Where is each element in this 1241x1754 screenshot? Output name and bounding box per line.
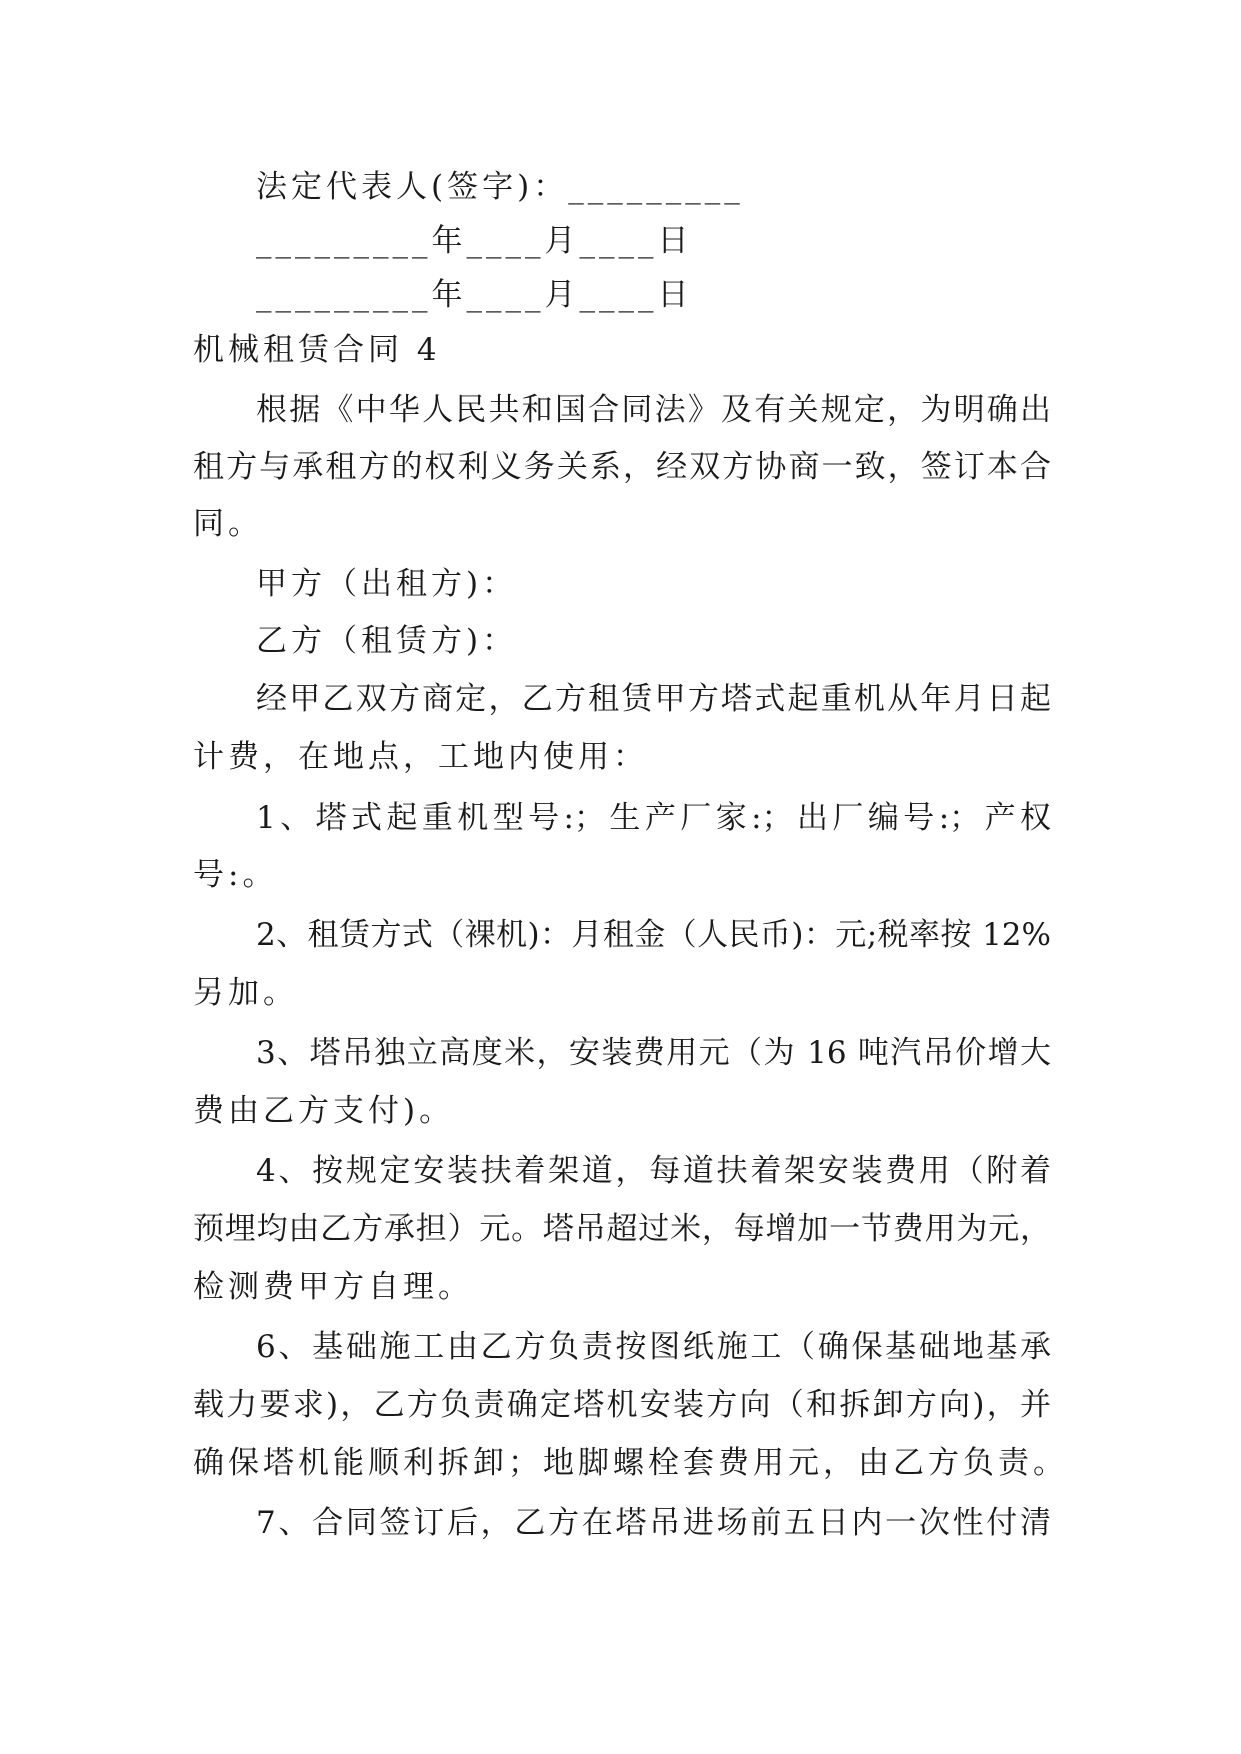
paragraph-line: 经甲乙双方商定，乙方租赁甲方塔式起重机从年月日起 [256, 681, 1051, 717]
clause-line: 载力要求)，乙方负责确定塔机安装方向（和拆卸方向)，并 [193, 1387, 1051, 1423]
section-heading: 机械租赁合同 4 [193, 332, 441, 368]
clause-line: 3、塔吊独立高度米，安装费用元（为 16 吨汽吊价增大 [256, 1035, 1051, 1071]
paragraph-line: 计费，在地点，工地内使用： [193, 739, 648, 775]
clause-line: 预埋均由乙方承担）元。塔吊超过米，每增加一节费用为元， [193, 1211, 1051, 1247]
clause-line: 6、基础施工由乙方负责按图纸施工（确保基础地基承 [256, 1329, 1051, 1365]
legal-representative-signature-line: 法定代表人(签字)：_________ [256, 169, 744, 205]
clause-line: 1、塔式起重机型号:；生产厂家:；出厂编号:；产权 [256, 800, 1051, 836]
clause-line: 检测费甲方自理。 [193, 1269, 473, 1305]
date-line: _________年____月____日 [256, 277, 693, 313]
clause-line: 7、合同签订后，乙方在塔吊进场前五日内一次性付清 [256, 1505, 1051, 1541]
clause-line: 2、租赁方式（裸机)：月租金（人民币)：元;税率按 12% [256, 917, 1051, 953]
clause-line: 确保塔机能顺利拆卸；地脚螺栓套费用元，由乙方负责。 [193, 1445, 1068, 1481]
party-a-label: 甲方（出租方)： [256, 566, 518, 602]
clause-line: 号:。 [193, 857, 278, 893]
clause-line: 费由乙方支付)。 [193, 1093, 455, 1129]
clause-line: 另加。 [193, 975, 298, 1011]
clause-line: 4、按规定安装扶着架道，每道扶着架安装费用（附着 [256, 1153, 1051, 1189]
paragraph-line: 同。 [193, 506, 263, 542]
paragraph-line: 租方与承租方的权利义务关系，经双方协商一致，签订本合 [193, 449, 1051, 485]
date-line: _________年____月____日 [256, 223, 693, 259]
party-b-label: 乙方（租赁方)： [256, 623, 518, 659]
paragraph-line: 根据《中华人民共和国合同法》及有关规定，为明确出 [256, 392, 1051, 428]
